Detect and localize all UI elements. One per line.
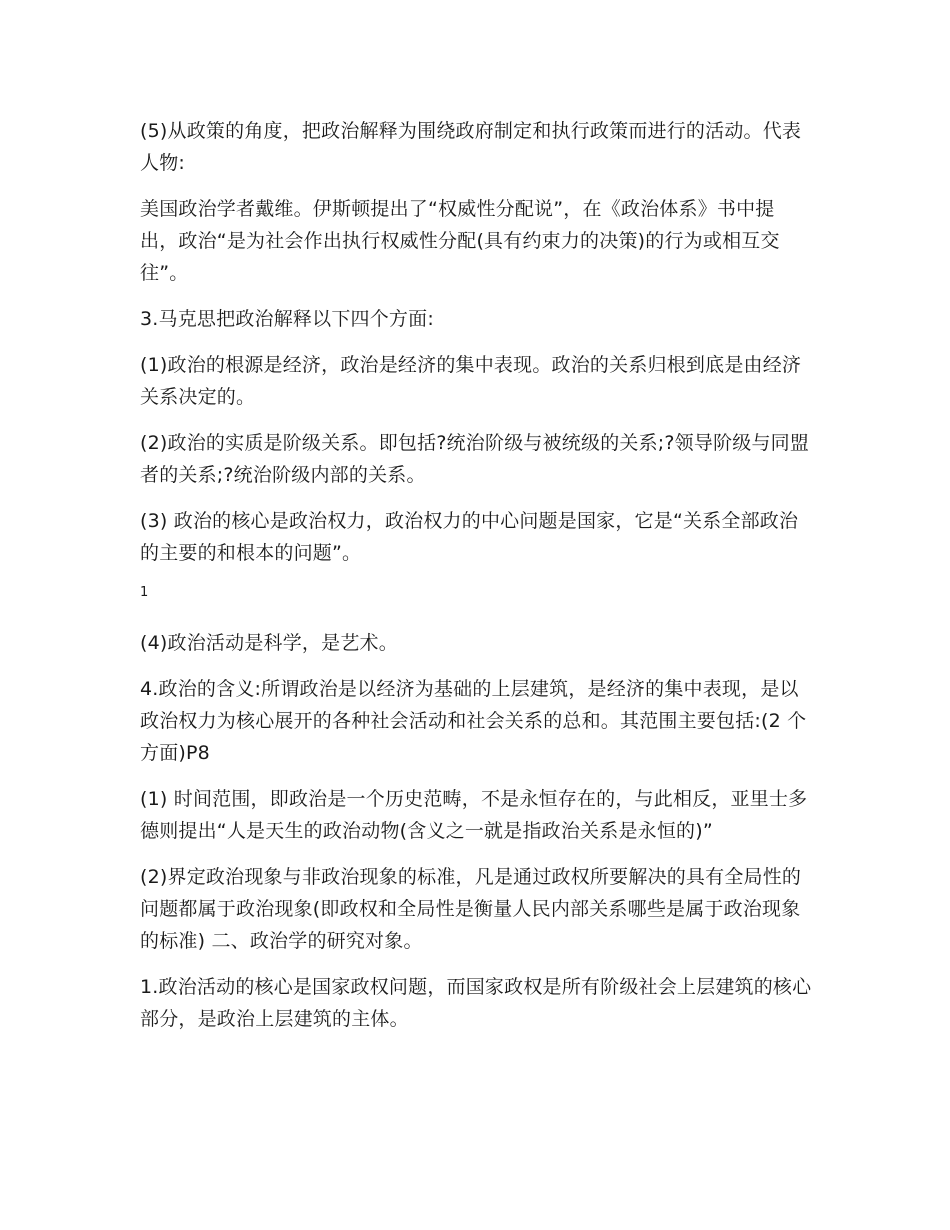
paragraph-political-power: (3) 政治的核心是政治权力，政治权力的中心问题是国家，它是“关系全部政治的主要的和根本的问题”。 xyxy=(140,510,799,564)
paragraph-marx-four-aspects: 3.马克思把政治解释以下四个方面: xyxy=(140,308,434,330)
page-number: 1 xyxy=(140,585,149,600)
document-page xyxy=(140,115,812,1049)
paragraph-science-art: (4)政治活动是科学，是艺术。 xyxy=(140,632,398,654)
paragraph-policy-perspective: (5)从政策的角度，把政治解释为围绕政府制定和执行政策而进行的活动。代表人物: xyxy=(140,120,802,174)
paragraph-politics-definition: 4.政治的含义:所谓政治是以经济为基础的上层建筑，是经济的集中表现，是以政治权力为核心展开的各种社会活动和社会关系的总和。其范围主要包括:(2 个方面)P8 xyxy=(140,678,807,764)
paragraph-state-power-core: 1.政治活动的核心是国家政权问题，而国家政权是所有阶级社会上层建筑的核心部分，是政治上层建筑的主体。 xyxy=(140,976,812,1030)
paragraph-easton-authority: 美国政治学者戴维。伊斯顿提出了“权威性分配说”，在《政治体系》书中提出，政治“是为社会作出执行权威性分配(具有约束力的决策)的行为或相互交往”。 xyxy=(140,198,780,284)
paragraph-political-phenomena: (2)界定政治现象与非政治现象的标准，凡是通过政权所要解决的具有全局性的问题都属于政治现象(即政权和全局性是衡量人民内部关系哪些是属于政治现象的标准) 二、政治学的研究对象。 xyxy=(140,866,802,952)
paragraph-class-relations: (2)政治的实质是阶级关系。即包括?统治阶级与被统级的关系;?领导阶级与同盟者的关系;?统治阶级内部的关系。 xyxy=(140,432,810,486)
paragraph-economy-root: (1)政治的根源是经济，政治是经济的集中表现。政治的关系归根到底是由经济关系决定的。 xyxy=(140,354,802,408)
paragraph-time-scope: (1) 时间范围，即政治是一个历史范畴，不是永恒存在的，与此相反，亚里士多德则提出“人是天生的政治动物(含义之一就是指政治关系是永恒的)” xyxy=(140,788,808,842)
